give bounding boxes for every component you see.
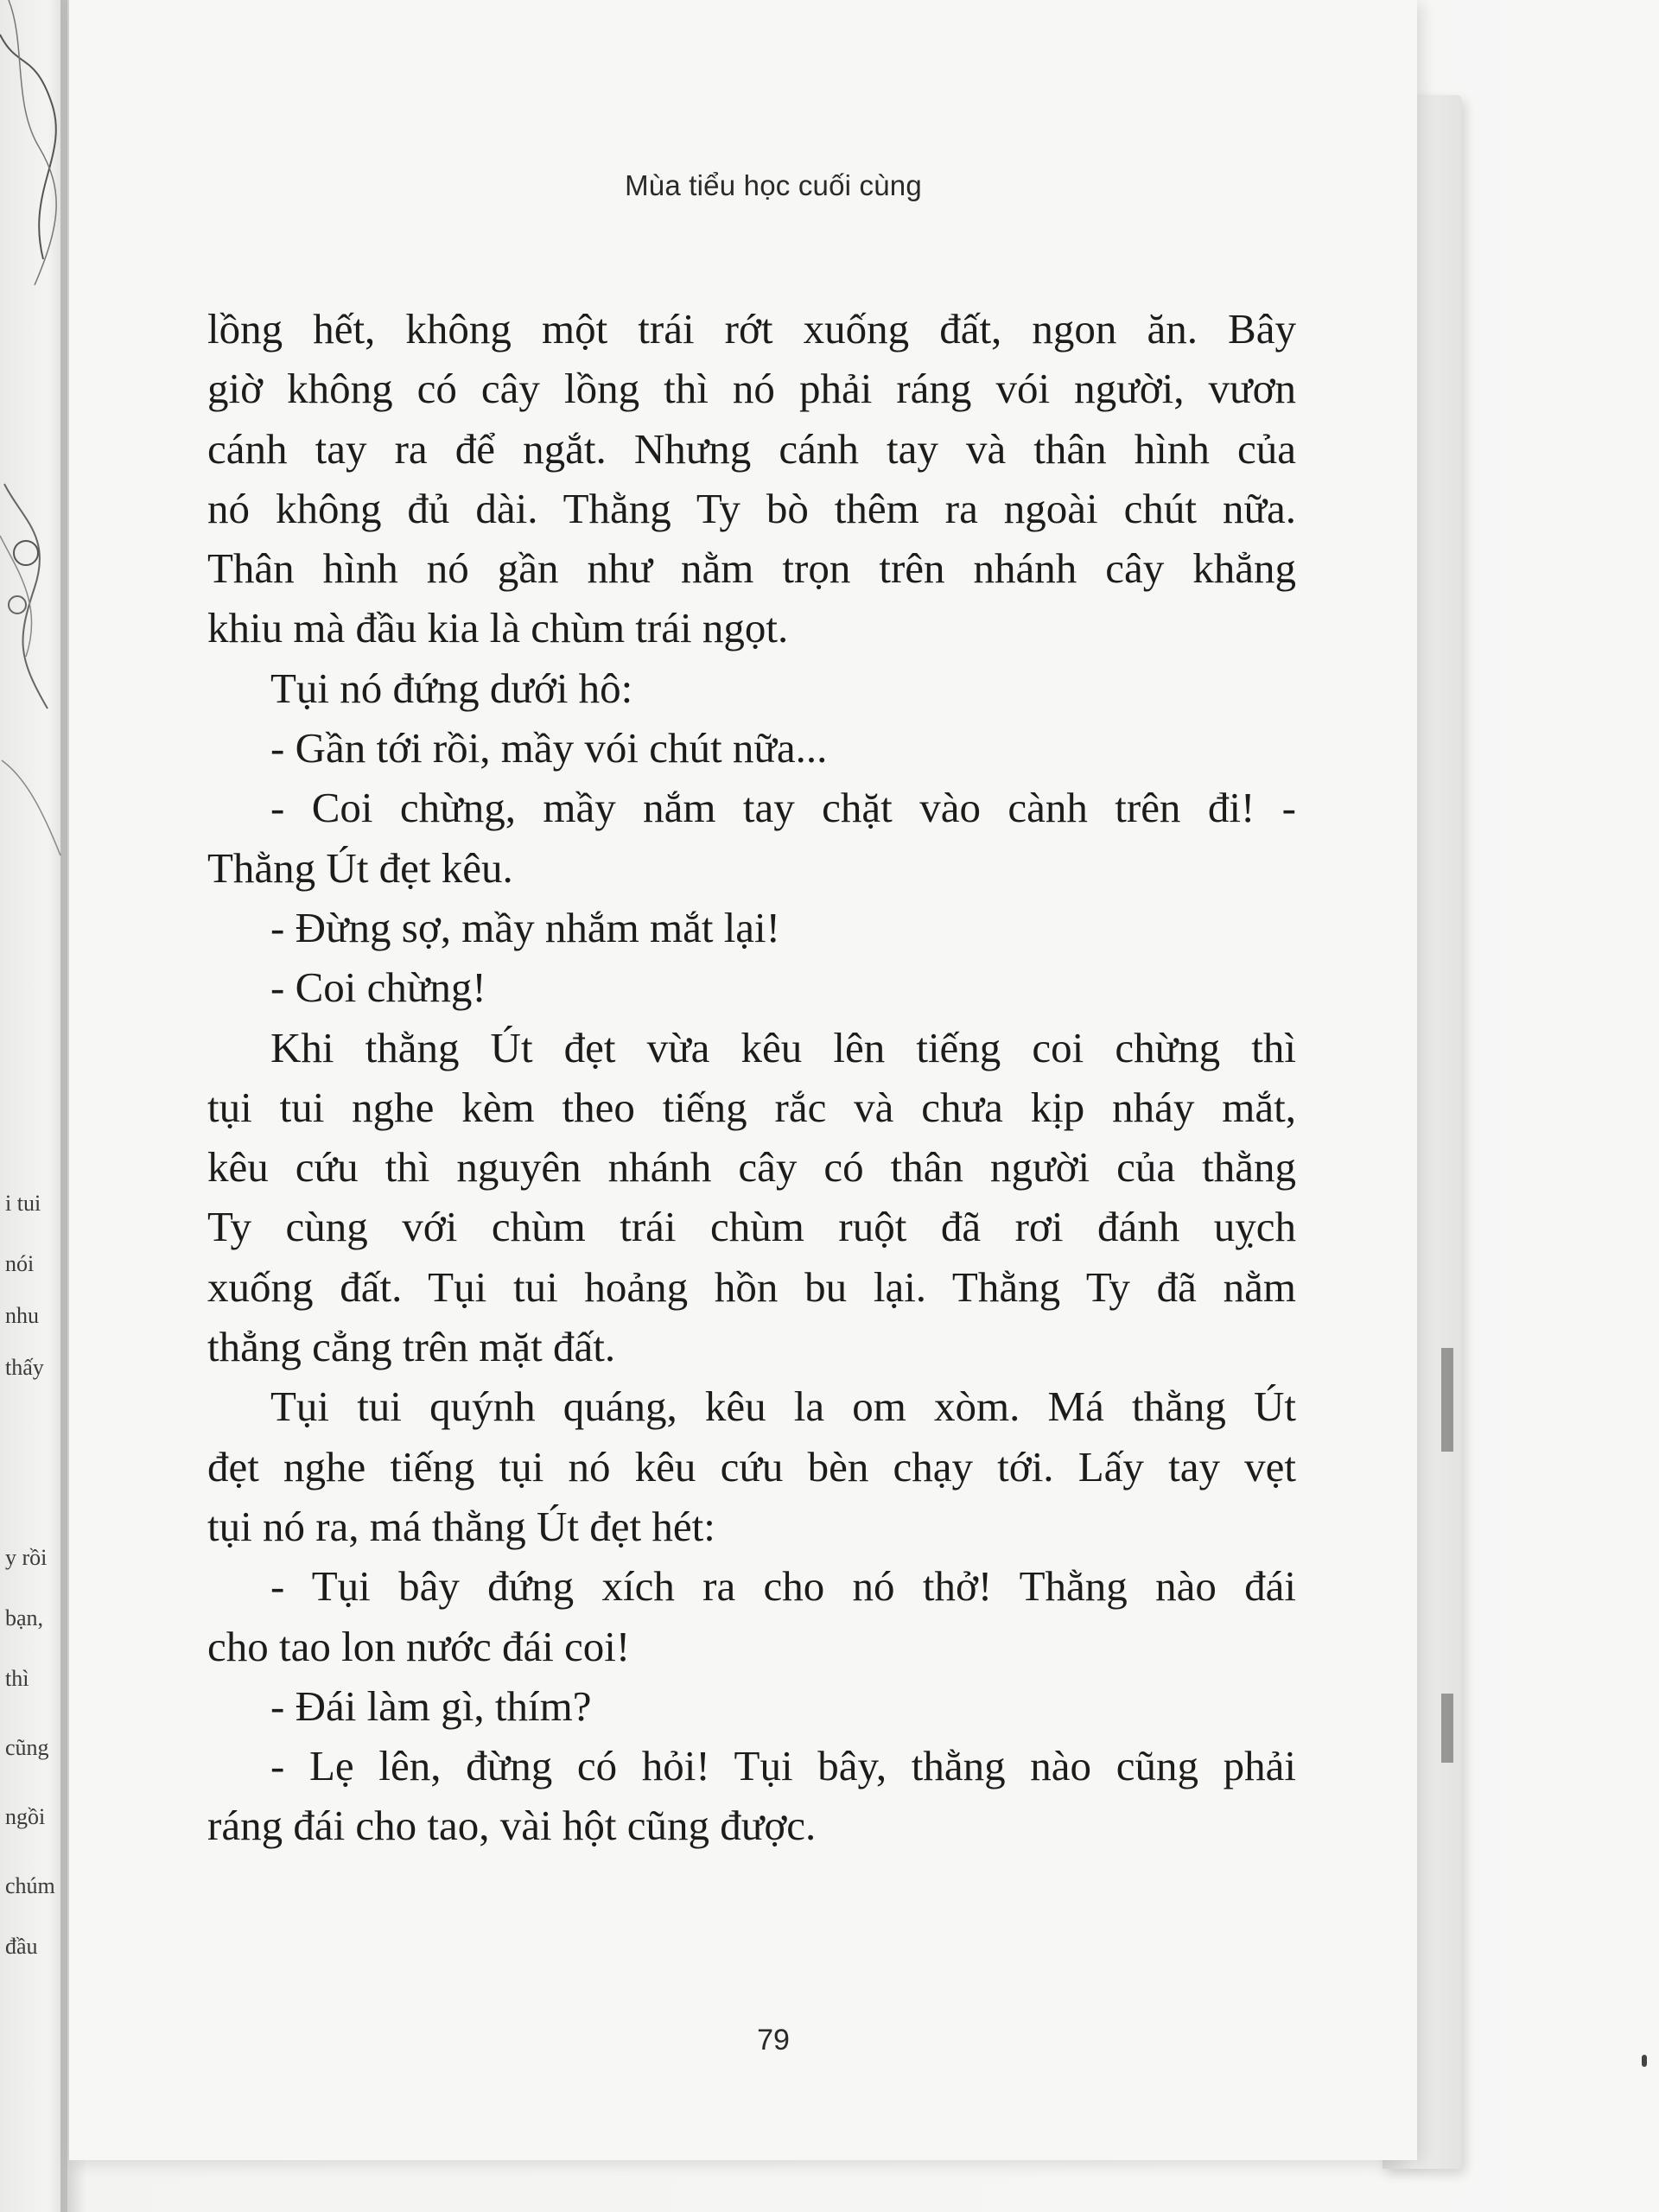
text-line: tụi nó ra, má thằng Út đẹt hét: [207, 1502, 715, 1550]
sketch-illustration [0, 0, 67, 864]
text-line: - Tụi bây đứng xích ra cho nó thở! Thằng nào đái [270, 1562, 1296, 1611]
text-line: Khi thằng Út đẹt vừa kêu lên tiếng coi chừng thì [270, 1023, 1296, 1071]
body-text [207, 299, 1296, 1856]
text-line: cánh tay ra để ngắt. Nhưng cánh tay và thân hình của [207, 424, 1296, 473]
left-page-fragment: bạn, [5, 1605, 44, 1630]
page-number: 79 [757, 2024, 790, 2056]
text-line: Tụi tui quýnh quáng, kêu la om xòm. Má thằng Út [270, 1382, 1296, 1431]
left-page-fragment: thấy [5, 1355, 44, 1380]
text-line: khiu mà đầu kia là chùm trái ngọt. [207, 604, 789, 652]
text-line: lồng hết, không một trái rớt xuống đất, ngon ăn. Bây [207, 305, 1296, 353]
text-line: đẹt nghe tiếng tụi nó kêu cứu bèn chạy tới. Lấy tay vẹt [207, 1442, 1296, 1491]
text-line: tụi tui nghe kèm theo tiếng rắc và chưa kịp nháy mắt, [207, 1083, 1296, 1131]
left-page-fragment: cũng [5, 1735, 49, 1760]
text-line: - Gần tới rồi, mầy vói chút nữa... [270, 724, 828, 772]
running-header: Mùa tiểu học cuối cùng [625, 169, 922, 201]
text-line: Ty cùng với chùm trái chùm ruột đã rơi đánh uỵch [207, 1203, 1296, 1251]
text-line: nó không đủ dài. Thằng Ty bò thêm ra ngoài chút nữa. [207, 484, 1296, 532]
text-line: Tụi nó đứng dưới hô: [270, 664, 633, 712]
text-line: - Đái làm gì, thím? [270, 1681, 592, 1730]
book-page [69, 0, 1417, 2160]
text-line: - Lẹ lên, đừng có hỏi! Tụi bây, thằng nào cũng phải [270, 1742, 1296, 1790]
left-page-fragment: y rồi [5, 1545, 48, 1570]
text-line: cho tao lon nước đái coi! [207, 1622, 631, 1670]
corner-mark [1642, 2055, 1647, 2067]
left-page-edge [0, 0, 67, 2212]
text-line: thẳng cẳng trên mặt đất. [207, 1323, 616, 1371]
text-line: Thân hình nó gần như nằm trọn trên nhánh cây khẳng [207, 544, 1296, 593]
page-stack-mark [1441, 1694, 1453, 1763]
left-page-fragment: nhu [5, 1303, 39, 1328]
text-line: Thằng Út đẹt kêu. [207, 843, 513, 892]
text-line: - Đừng sợ, mầy nhắm mắt lại! [270, 903, 780, 951]
left-page-fragment: nói [5, 1251, 35, 1276]
left-page-fragment: i tui [5, 1191, 41, 1216]
text-line: - Coi chừng! [270, 963, 486, 1012]
left-page-fragment: ngồi [5, 1804, 46, 1829]
text-line: kêu cứu thì nguyên nhánh cây có thân người của thằng [207, 1143, 1296, 1192]
text-line: xuống đất. Tụi tui hoảng hồn bu lại. Thằng Ty đã nằm [207, 1262, 1296, 1311]
text-line: giờ không có cây lồng thì nó phải ráng vói người, vươn [207, 365, 1296, 413]
text-line: ráng đái cho tao, vài hột cũng được. [207, 1802, 817, 1850]
page-stack-mark [1441, 1348, 1453, 1452]
left-page-fragment: thì [5, 1666, 29, 1691]
left-page-fragment: chúm [5, 1873, 55, 1898]
text-line: - Coi chừng, mầy nắm tay chặt vào cành trên đi! - [270, 784, 1296, 832]
left-page-fragment: đầu [5, 1934, 38, 1959]
